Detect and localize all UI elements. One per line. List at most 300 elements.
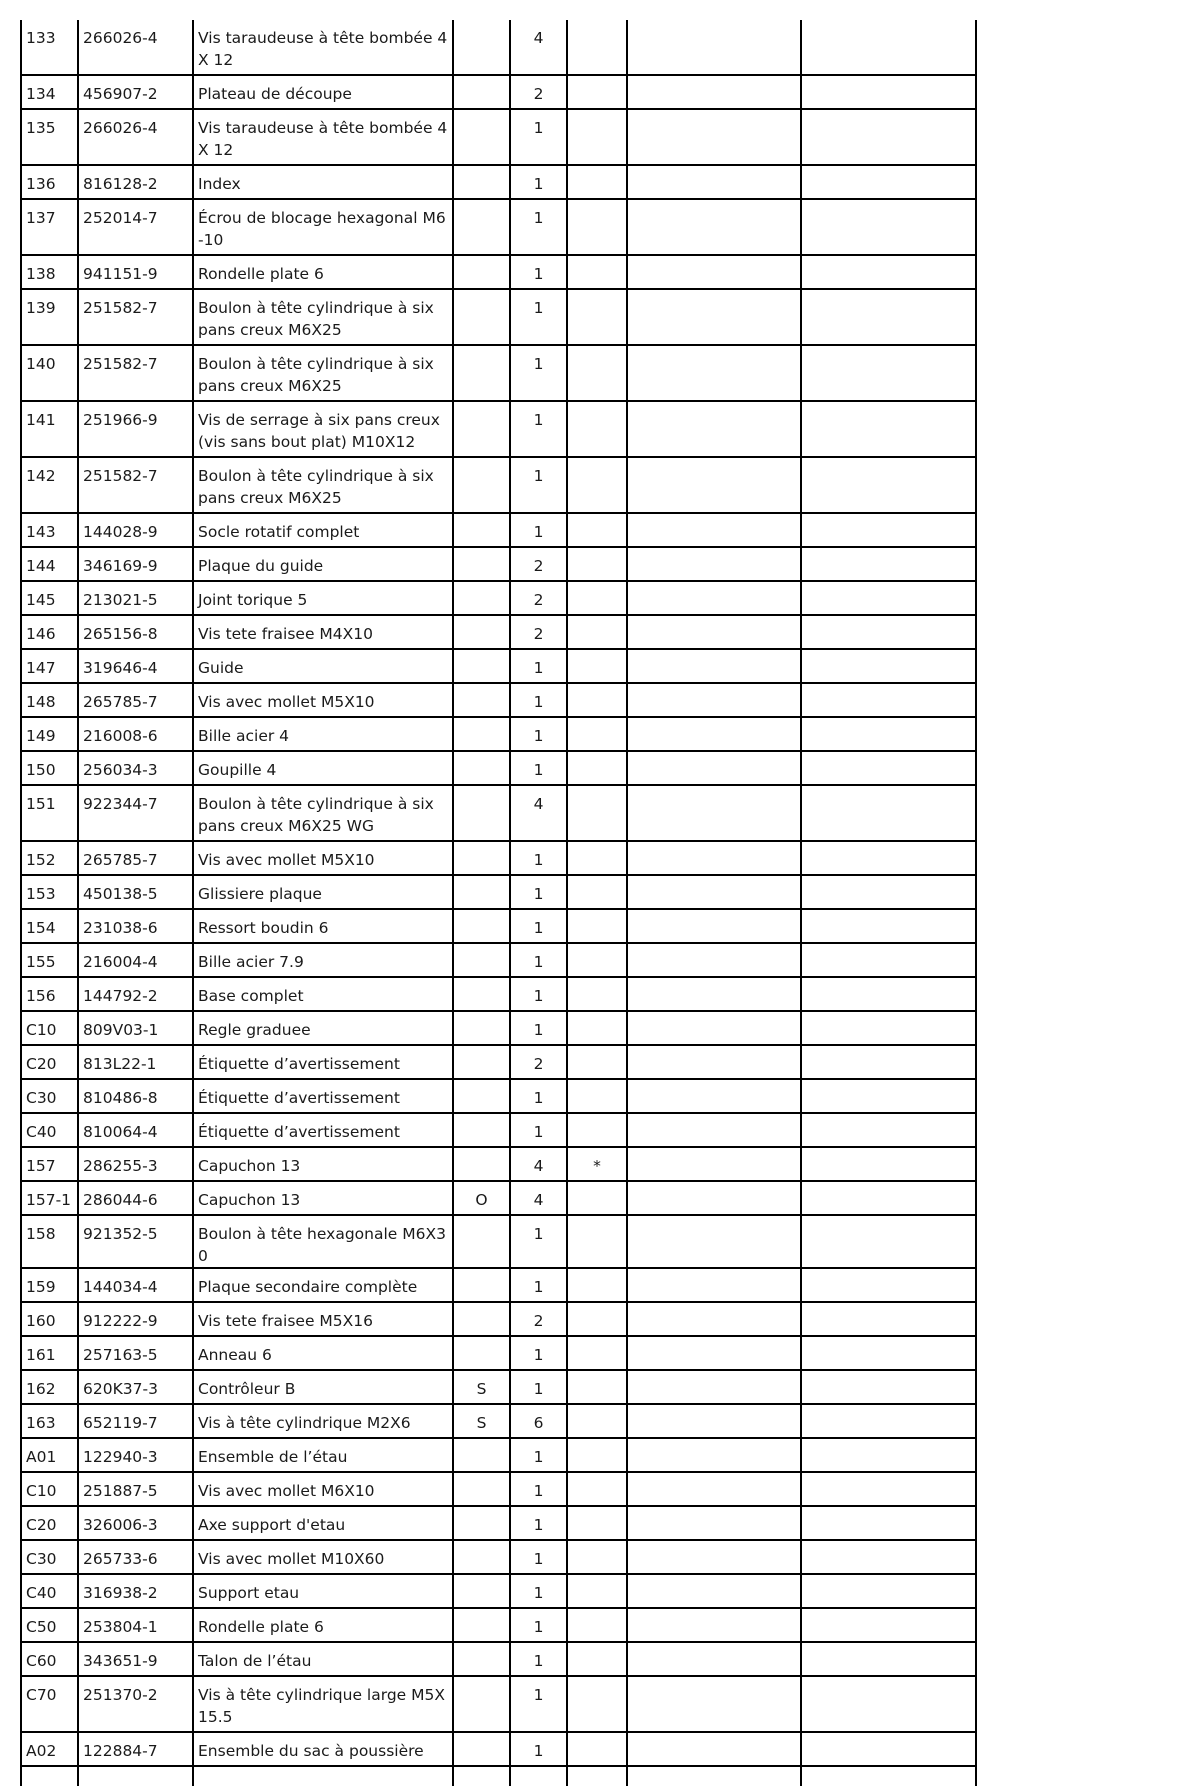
table-row: [21, 1268, 976, 1302]
item-number-cell: C20: [21, 1045, 78, 1079]
blank-cell: [627, 1079, 801, 1113]
mark-cell: [567, 717, 627, 751]
blank-cell: [801, 717, 976, 751]
blank-cell: [627, 1268, 801, 1302]
quantity-cell: 2: [510, 547, 567, 581]
quantity-cell: 1: [510, 1472, 567, 1506]
description-cell: Talon de l’étau: [193, 1642, 453, 1676]
description-cell: Guide: [193, 649, 453, 683]
item-number-cell: 163: [21, 1404, 78, 1438]
mark-cell: [567, 1045, 627, 1079]
description-cell: Glissiere plaque: [193, 875, 453, 909]
part-number-cell: 810064-4: [78, 1113, 193, 1147]
table-row: [21, 751, 976, 785]
mark-cell: [567, 401, 627, 457]
mark-cell: [567, 345, 627, 401]
note-cell: [453, 165, 510, 199]
item-number-cell: 155: [21, 943, 78, 977]
quantity-cell: 1: [510, 841, 567, 875]
part-number-cell: 346169-9: [78, 547, 193, 581]
item-number-cell: C50: [21, 1608, 78, 1642]
part-number-cell: 216004-4: [78, 943, 193, 977]
note-cell: [453, 1336, 510, 1370]
description-cell: Boulon à tête hexagonale M6X30: [193, 1215, 453, 1268]
blank-cell: [627, 943, 801, 977]
blank-cell: [193, 1766, 453, 1786]
note-cell: [453, 1472, 510, 1506]
description-cell: Vis à tête cylindrique large M5X15.5: [193, 1676, 453, 1732]
part-number-cell: 316938-2: [78, 1574, 193, 1608]
mark-cell: [567, 1302, 627, 1336]
blank-cell: [801, 199, 976, 255]
mark-cell: [567, 875, 627, 909]
blank-cell: [627, 1438, 801, 1472]
table-row: [21, 1302, 976, 1336]
blank-cell: [801, 1766, 976, 1786]
part-number-cell: 620K37-3: [78, 1370, 193, 1404]
blank-cell: [627, 1732, 801, 1766]
mark-cell: [567, 1268, 627, 1302]
blank-cell: [627, 649, 801, 683]
note-cell: [453, 345, 510, 401]
part-number-cell: 319646-4: [78, 649, 193, 683]
part-number-cell: 251966-9: [78, 401, 193, 457]
mark-cell: [567, 1011, 627, 1045]
blank-cell: [627, 1336, 801, 1370]
blank-cell: [801, 401, 976, 457]
blank-cell: [801, 751, 976, 785]
blank-cell: [627, 977, 801, 1011]
note-cell: [453, 1215, 510, 1268]
mark-cell: [567, 751, 627, 785]
mark-cell: [567, 20, 627, 75]
quantity-cell: 1: [510, 977, 567, 1011]
quantity-cell: 1: [510, 751, 567, 785]
note-cell: [453, 1045, 510, 1079]
blank-cell: [627, 717, 801, 751]
blank-cell: [801, 1732, 976, 1766]
item-number-cell: 137: [21, 199, 78, 255]
part-number-cell: 251887-5: [78, 1472, 193, 1506]
part-number-cell: 256034-3: [78, 751, 193, 785]
description-cell: Support etau: [193, 1574, 453, 1608]
table-row: [21, 1147, 976, 1181]
mark-cell: [567, 1732, 627, 1766]
quantity-cell: 1: [510, 1079, 567, 1113]
blank-cell: [627, 1302, 801, 1336]
note-cell: [453, 717, 510, 751]
quantity-cell: 1: [510, 717, 567, 751]
blank-cell: [801, 1011, 976, 1045]
mark-cell: [567, 1370, 627, 1404]
mark-cell: [567, 513, 627, 547]
description-cell: Capuchon 13: [193, 1181, 453, 1215]
blank-cell: [801, 255, 976, 289]
quantity-cell: 1: [510, 109, 567, 165]
quantity-cell: 1: [510, 289, 567, 345]
note-cell: [453, 977, 510, 1011]
blank-cell: [801, 1079, 976, 1113]
blank-cell: [627, 1574, 801, 1608]
part-number-cell: 326006-3: [78, 1506, 193, 1540]
item-number-cell: 150: [21, 751, 78, 785]
blank-cell: [801, 1642, 976, 1676]
item-number-cell: 153: [21, 875, 78, 909]
item-number-cell: 143: [21, 513, 78, 547]
blank-cell: [627, 683, 801, 717]
quantity-cell: 1: [510, 943, 567, 977]
table-row: [21, 1438, 976, 1472]
table-row: [21, 1215, 976, 1268]
blank-cell: [627, 109, 801, 165]
part-number-cell: 286255-3: [78, 1147, 193, 1181]
quantity-cell: 1: [510, 1642, 567, 1676]
table-row: [21, 581, 976, 615]
item-number-cell: 158: [21, 1215, 78, 1268]
note-cell: [453, 1732, 510, 1766]
part-number-cell: 265733-6: [78, 1540, 193, 1574]
item-number-cell: 151: [21, 785, 78, 841]
blank-cell: [801, 1574, 976, 1608]
part-number-cell: 941151-9: [78, 255, 193, 289]
blank-cell: [627, 255, 801, 289]
blank-cell: [627, 785, 801, 841]
quantity-cell: 1: [510, 513, 567, 547]
note-cell: [453, 683, 510, 717]
blank-cell: [801, 20, 976, 75]
blank-cell: [627, 615, 801, 649]
quantity-cell: 1: [510, 1574, 567, 1608]
mark-cell: [567, 75, 627, 109]
part-number-cell: 144034-4: [78, 1268, 193, 1302]
quantity-cell: 1: [510, 1506, 567, 1540]
description-cell: Vis avec mollet M5X10: [193, 841, 453, 875]
quantity-cell: 1: [510, 1438, 567, 1472]
note-cell: [453, 289, 510, 345]
description-cell: Vis avec mollet M5X10: [193, 683, 453, 717]
part-number-cell: 652119-7: [78, 1404, 193, 1438]
table-row: [21, 1113, 976, 1147]
item-number-cell: 149: [21, 717, 78, 751]
part-number-cell: 343651-9: [78, 1642, 193, 1676]
part-number-cell: 144028-9: [78, 513, 193, 547]
mark-cell: [567, 1336, 627, 1370]
blank-cell: [801, 1506, 976, 1540]
table-row: [21, 513, 976, 547]
part-number-cell: 144792-2: [78, 977, 193, 1011]
item-number-cell: C20: [21, 1506, 78, 1540]
blank-cell: [627, 1011, 801, 1045]
part-number-cell: 251582-7: [78, 289, 193, 345]
note-cell: [453, 109, 510, 165]
item-number-cell: 160: [21, 1302, 78, 1336]
blank-cell: [801, 1676, 976, 1732]
blank-cell: [627, 165, 801, 199]
blank-cell: [627, 909, 801, 943]
table-row: [21, 1404, 976, 1438]
note-cell: [453, 615, 510, 649]
part-number-cell: 257163-5: [78, 1336, 193, 1370]
mark-cell: [567, 977, 627, 1011]
note-cell: [453, 1438, 510, 1472]
mark-cell: [567, 165, 627, 199]
mark-cell: [567, 841, 627, 875]
table-row: [21, 457, 976, 513]
quantity-cell: 1: [510, 1011, 567, 1045]
blank-cell: [627, 1608, 801, 1642]
blank-cell: [801, 1404, 976, 1438]
blank-cell: [801, 1302, 976, 1336]
blank-cell: [627, 1370, 801, 1404]
blank-cell: [801, 841, 976, 875]
quantity-cell: 1: [510, 1608, 567, 1642]
blank-cell: [801, 1370, 976, 1404]
quantity-cell: 2: [510, 75, 567, 109]
description-cell: Regle graduee: [193, 1011, 453, 1045]
description-cell: Rondelle plate 6: [193, 255, 453, 289]
table-row: [21, 1181, 976, 1215]
note-cell: [453, 1540, 510, 1574]
description-cell: Boulon à tête cylindrique à six pans creux M6X25 WG: [193, 785, 453, 841]
quantity-cell: 1: [510, 1215, 567, 1268]
note-cell: [453, 75, 510, 109]
mark-cell: [567, 943, 627, 977]
mark-cell: [567, 1438, 627, 1472]
mark-cell: [567, 581, 627, 615]
description-cell: Rondelle plate 6: [193, 1608, 453, 1642]
description-cell: Vis taraudeuse à tête bombée 4X 12: [193, 109, 453, 165]
table-row: [21, 1540, 976, 1574]
table-row: [21, 401, 976, 457]
description-cell: Vis à tête cylindrique M2X6: [193, 1404, 453, 1438]
note-cell: [453, 1302, 510, 1336]
note-cell: [453, 547, 510, 581]
item-number-cell: 136: [21, 165, 78, 199]
table-row: [21, 1336, 976, 1370]
note-cell: [453, 1574, 510, 1608]
item-number-cell: C40: [21, 1113, 78, 1147]
note-cell: [453, 1113, 510, 1147]
description-cell: Plaque secondaire complète: [193, 1268, 453, 1302]
quantity-cell: 4: [510, 1147, 567, 1181]
description-cell: Étiquette d’avertissement: [193, 1113, 453, 1147]
blank-cell: [627, 1147, 801, 1181]
blank-cell: [21, 1766, 78, 1786]
item-number-cell: A01: [21, 1438, 78, 1472]
quantity-cell: 4: [510, 1181, 567, 1215]
blank-cell: [78, 1766, 193, 1786]
blank-cell: [627, 199, 801, 255]
blank-cell: [627, 875, 801, 909]
table-row: [21, 1370, 976, 1404]
part-number-cell: 251370-2: [78, 1676, 193, 1732]
item-number-cell: 139: [21, 289, 78, 345]
table-row: [21, 841, 976, 875]
item-number-cell: C30: [21, 1540, 78, 1574]
quantity-cell: 2: [510, 581, 567, 615]
item-number-cell: 145: [21, 581, 78, 615]
note-cell: [453, 943, 510, 977]
part-number-cell: 216008-6: [78, 717, 193, 751]
blank-cell: [801, 1438, 976, 1472]
item-number-cell: 133: [21, 20, 78, 75]
table-row: [21, 1472, 976, 1506]
blank-cell: [801, 785, 976, 841]
quantity-cell: 6: [510, 1404, 567, 1438]
part-number-cell: 122884-7: [78, 1732, 193, 1766]
blank-cell: [627, 1472, 801, 1506]
blank-cell: [627, 1676, 801, 1732]
part-number-cell: 266026-4: [78, 109, 193, 165]
item-number-cell: C70: [21, 1676, 78, 1732]
item-number-cell: 142: [21, 457, 78, 513]
mark-cell: [567, 1215, 627, 1268]
blank-cell: [801, 1113, 976, 1147]
part-number-cell: 265785-7: [78, 683, 193, 717]
mark-cell: [567, 1540, 627, 1574]
table-row: [21, 20, 976, 75]
blank-cell: [627, 547, 801, 581]
mark-cell: [567, 615, 627, 649]
item-number-cell: 144: [21, 547, 78, 581]
note-cell: S: [453, 1370, 510, 1404]
blank-cell: [801, 1540, 976, 1574]
blank-cell: [801, 289, 976, 345]
note-cell: [453, 785, 510, 841]
table-row: [21, 345, 976, 401]
table-row: [21, 1676, 976, 1732]
table-row: [21, 75, 976, 109]
item-number-cell: A02: [21, 1732, 78, 1766]
part-number-cell: 921352-5: [78, 1215, 193, 1268]
item-number-cell: C60: [21, 1642, 78, 1676]
description-cell: Boulon à tête cylindrique à six pans creux M6X25: [193, 457, 453, 513]
blank-cell: [801, 943, 976, 977]
description-cell: Index: [193, 165, 453, 199]
blank-cell: [627, 1215, 801, 1268]
description-cell: Base complet: [193, 977, 453, 1011]
item-number-cell: C10: [21, 1011, 78, 1045]
table-row: [21, 1011, 976, 1045]
blank-cell: [801, 615, 976, 649]
description-cell: Écrou de blocage hexagonal M6-10: [193, 199, 453, 255]
part-number-cell: 122940-3: [78, 1438, 193, 1472]
table-row: [21, 1732, 976, 1766]
part-number-cell: 456907-2: [78, 75, 193, 109]
table-row: [21, 1506, 976, 1540]
item-number-cell: 157: [21, 1147, 78, 1181]
item-number-cell: 148: [21, 683, 78, 717]
blank-cell: [801, 1181, 976, 1215]
description-cell: Vis avec mollet M10X60: [193, 1540, 453, 1574]
quantity-cell: 1: [510, 683, 567, 717]
part-number-cell: 252014-7: [78, 199, 193, 255]
note-cell: [453, 649, 510, 683]
mark-cell: [567, 1574, 627, 1608]
blank-cell: [801, 977, 976, 1011]
description-cell: Vis avec mollet M6X10: [193, 1472, 453, 1506]
item-number-cell: 156: [21, 977, 78, 1011]
quantity-cell: 1: [510, 909, 567, 943]
item-number-cell: C40: [21, 1574, 78, 1608]
description-cell: Boulon à tête cylindrique à six pans creux M6X25: [193, 289, 453, 345]
description-cell: Capuchon 13: [193, 1147, 453, 1181]
table-row: [21, 165, 976, 199]
description-cell: Boulon à tête cylindrique à six pans creux M6X25: [193, 345, 453, 401]
note-cell: O: [453, 1181, 510, 1215]
note-cell: [453, 751, 510, 785]
blank-cell: [801, 1268, 976, 1302]
blank-cell: [801, 581, 976, 615]
mark-cell: [567, 683, 627, 717]
description-cell: Bille acier 7.9: [193, 943, 453, 977]
blank-cell: [627, 1045, 801, 1079]
quantity-cell: 1: [510, 255, 567, 289]
note-cell: [453, 1506, 510, 1540]
blank-cell: [801, 75, 976, 109]
mark-cell: [567, 1506, 627, 1540]
item-number-cell: C10: [21, 1472, 78, 1506]
note-cell: [453, 20, 510, 75]
blank-cell: [627, 1766, 801, 1786]
item-number-cell: 138: [21, 255, 78, 289]
note-cell: [453, 1268, 510, 1302]
part-number-cell: 265785-7: [78, 841, 193, 875]
blank-cell: [627, 457, 801, 513]
quantity-cell: 1: [510, 1676, 567, 1732]
description-cell: Vis taraudeuse à tête bombée 4X 12: [193, 20, 453, 75]
table-row: [21, 875, 976, 909]
quantity-cell: 2: [510, 615, 567, 649]
part-number-cell: 231038-6: [78, 909, 193, 943]
note-cell: [453, 401, 510, 457]
description-cell: Anneau 6: [193, 1336, 453, 1370]
blank-cell: [627, 1540, 801, 1574]
note-cell: [453, 841, 510, 875]
quantity-cell: 1: [510, 875, 567, 909]
blank-cell: [627, 581, 801, 615]
part-number-cell: 251582-7: [78, 457, 193, 513]
blank-cell: [627, 1181, 801, 1215]
note-cell: S: [453, 1404, 510, 1438]
description-cell: Étiquette d’avertissement: [193, 1045, 453, 1079]
blank-cell: [453, 1766, 510, 1786]
note-cell: [453, 255, 510, 289]
parts-table: [20, 20, 977, 1786]
item-number-cell: 154: [21, 909, 78, 943]
table-row: [21, 649, 976, 683]
note-cell: [453, 1642, 510, 1676]
blank-cell: [510, 1766, 567, 1786]
table-row: [21, 1079, 976, 1113]
blank-cell: [801, 649, 976, 683]
blank-cell: [627, 289, 801, 345]
table-row: [21, 109, 976, 165]
quantity-cell: 1: [510, 1268, 567, 1302]
description-cell: Vis tete fraisee M4X10: [193, 615, 453, 649]
blank-cell: [627, 1506, 801, 1540]
item-number-cell: 146: [21, 615, 78, 649]
blank-cell: [801, 875, 976, 909]
quantity-cell: 1: [510, 1113, 567, 1147]
part-number-cell: 922344-7: [78, 785, 193, 841]
table-row: [21, 1574, 976, 1608]
mark-cell: [567, 1404, 627, 1438]
part-number-cell: 213021-5: [78, 581, 193, 615]
item-number-cell: 147: [21, 649, 78, 683]
blank-cell: [801, 683, 976, 717]
item-number-cell: 161: [21, 1336, 78, 1370]
